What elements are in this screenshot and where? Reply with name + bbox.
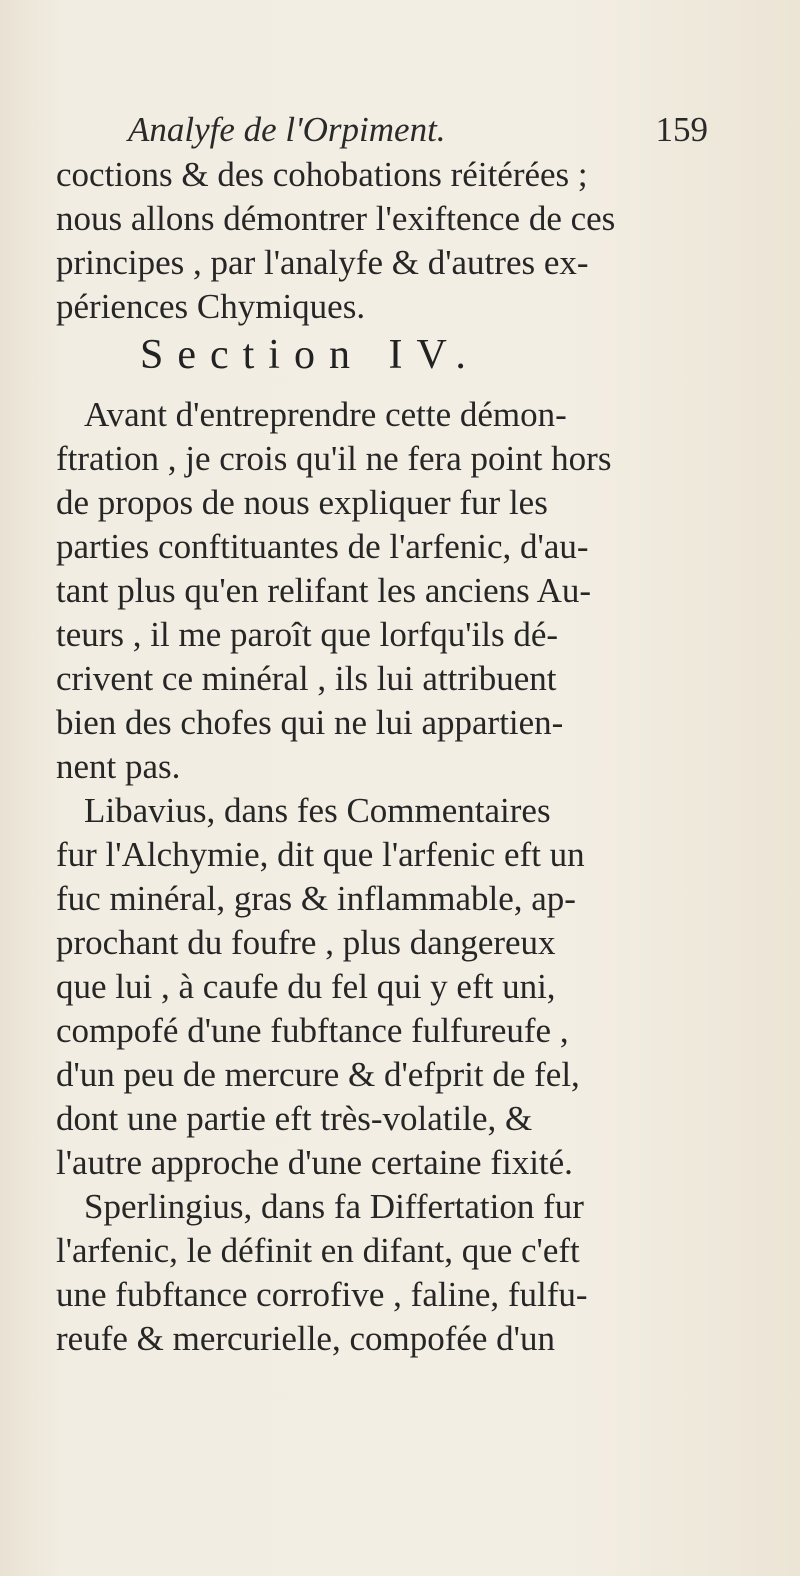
text-line: Libavius, dans fes Commentaires <box>84 791 551 830</box>
text-line: parties conftituantes de l'arfenic, d'au- <box>56 527 589 566</box>
text-line: périences Chymiques. <box>56 287 366 326</box>
running-header <box>128 108 708 152</box>
text-line: fuc minéral, gras & inflammable, ap- <box>56 879 576 918</box>
text-line: fur l'Alchymie, dit que l'arfenic eft un <box>56 835 585 874</box>
text-line: bien des chofes qui ne lui appartien- <box>56 703 564 742</box>
text-line: principes , par l'analyfe & d'autres ex- <box>56 243 589 282</box>
text-line: de propos de nous expliquer fur les <box>56 483 548 522</box>
text-line: nous allons démontrer l'exiftence de ces <box>56 199 616 238</box>
text-line: que lui , à caufe du fel qui y eft uni, <box>56 967 556 1006</box>
text-line: Sperlingius, dans fa Differtation fur <box>84 1187 584 1226</box>
text-line: nent pas. <box>56 747 181 786</box>
text-line: une fubftance corrofive , faline, fulfu- <box>56 1275 588 1314</box>
text-line: l'arfenic, le définit en difant, que c'eft <box>56 1231 580 1270</box>
page-number: 159 <box>655 110 708 149</box>
text-line: prochant du foufre , plus dangereux <box>56 923 556 962</box>
text-line: compofé d'une fubftance fulfureufe , <box>56 1011 569 1050</box>
running-title: Analyfe de l'Orpiment. <box>128 110 446 149</box>
text-line: reufe & mercurielle, compofée d'un <box>56 1319 555 1358</box>
text-line: tant plus qu'en relifant les anciens Au- <box>56 571 592 610</box>
text-line: coctions & des cohobations réitérées ; <box>56 155 588 194</box>
section-heading: Section IV. <box>140 332 480 378</box>
text-line: ftration , je crois qu'il ne fera point hors <box>56 439 612 478</box>
text-line: d'un peu de mercure & d'efprit de fel, <box>56 1055 580 1094</box>
text-line: l'autre approche d'une certaine fixité. <box>56 1143 573 1182</box>
text-line: Avant d'entreprendre cette démon- <box>84 395 567 434</box>
text-line: crivent ce minéral , ils lui attribuent <box>56 659 557 698</box>
text-line: teurs , il me paroît que lorfqu'ils dé- <box>56 615 559 654</box>
text-line: dont une partie eft très-volatile, & <box>56 1099 533 1138</box>
